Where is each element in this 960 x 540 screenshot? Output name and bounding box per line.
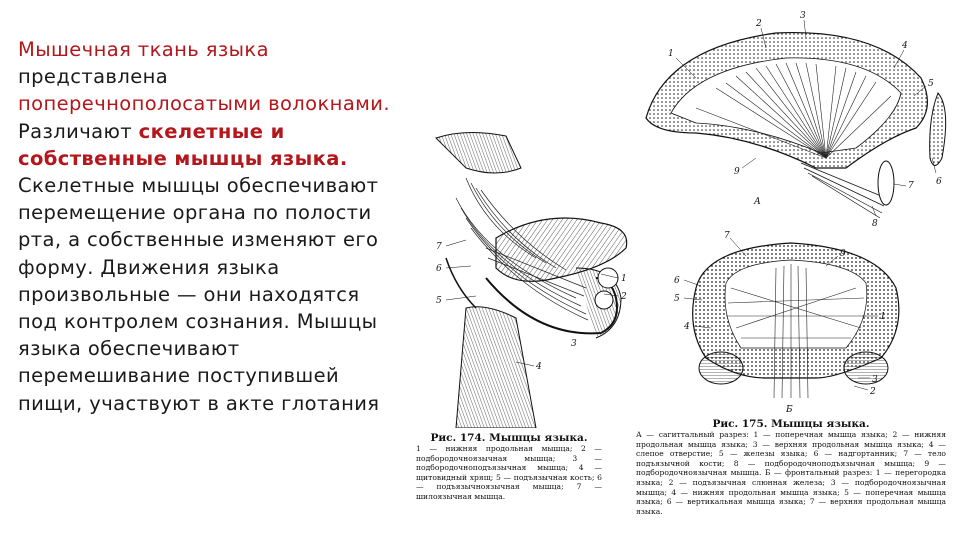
description-text — [18, 36, 390, 417]
fig175a-label-6: 6 — [936, 177, 942, 187]
fig174-label-7: 7 — [436, 242, 442, 252]
figure-174-caption — [416, 432, 602, 502]
fig175b-label-9: 9 — [840, 249, 846, 259]
fig174-label-6: 6 — [436, 264, 442, 274]
fig175b-label-6: 6 — [674, 276, 680, 286]
figure-175-caption-body: А — сагиттальный разрез: 1 — поперечная мышца языка; 2 — нижняя продольная мышца языка; 3 — верхняя продольная мышца языка; 4 — слепое отверстие; 5 — железы языка; 6 — надгортанник; 7 — тело подъязычной кости; 8 — подбородочноподъязычная мышца; 9 — подбородочноязычная мышца. Б — фронтальный разрез: 1 — перегородка языка; 2 — подъязычная слюнная железа; 3 — подбородочноязычная мышца; 4 — нижняя продольная мышца языка; 5 — поперечная мышца языка; 6 — вертикальная мышца языка; 7 — верхняя продольная мышца языка. — [636, 430, 946, 516]
text-presented: представлена — [18, 65, 169, 89]
text-fibers: поперечнополосатыми волокнами. — [18, 92, 390, 116]
fig175a-letter: А — [754, 197, 761, 207]
fig174-label-5: 5 — [436, 296, 442, 306]
figure-175a-illustration — [636, 8, 958, 228]
fig175b-label-5: 5 — [674, 294, 680, 304]
fig175b-label-1: 1 — [880, 312, 886, 322]
figure-175-caption — [636, 418, 946, 516]
fig175b-label-2: 2 — [870, 387, 876, 397]
fig174-label-1: 1 — [621, 274, 627, 284]
text-tissue: Мышечная ткань языка — [18, 38, 269, 61]
figure-175b-illustration — [666, 228, 918, 416]
text-distinguish: Различают — [18, 119, 133, 143]
figure-175-caption-title: Рис. 175. Мышцы языка. — [712, 418, 870, 430]
fig175a-label-2: 2 — [756, 19, 762, 29]
fig175b-label-3: 3 — [872, 375, 878, 385]
text-description: Скелетные мышцы обеспечивают перемещение органа по полости рта, а собственные изменяют его форму. Движения языка произвольные — они находятся под контролем сознания. Мышцы языка обеспечивают перемешивание поступившей пищи, участвуют в акте глотания — [18, 174, 380, 415]
text-muscle-types: скелетные и собственные мышцы языка. — [18, 119, 348, 170]
fig175a-label-3: 3 — [800, 11, 806, 21]
fig175a-label-7: 7 — [908, 181, 914, 191]
fig175b-label-7: 7 — [724, 231, 730, 241]
fig174-label-3: 3 — [571, 339, 577, 349]
figure-174-caption-title: Рис. 174. Мышцы языка. — [430, 432, 588, 444]
fig174-label-2: 2 — [621, 292, 627, 302]
fig175b-label-4: 4 — [684, 322, 690, 332]
fig175a-label-5: 5 — [928, 79, 934, 89]
fig175a-label-9: 9 — [734, 167, 740, 177]
fig175a-label-4: 4 — [902, 41, 908, 51]
fig175a-label-1: 1 — [668, 49, 674, 59]
figure-174-caption-body: 1 — нижняя продольная мышца; 2 — подбородочноязычная мышца; 3 — подбородочноподъязычная мышца; 4 — щитовидный хрящ; 5 — подъязычная кость; 6 — подъязычноязычная мышца; 7 — шилоязычная мышца. — [416, 444, 602, 501]
fig175a-label-8: 8 — [872, 219, 878, 228]
figure-174-illustration — [426, 128, 638, 428]
fig175b-letter: Б — [786, 405, 793, 415]
fig174-label-4: 4 — [536, 362, 542, 372]
